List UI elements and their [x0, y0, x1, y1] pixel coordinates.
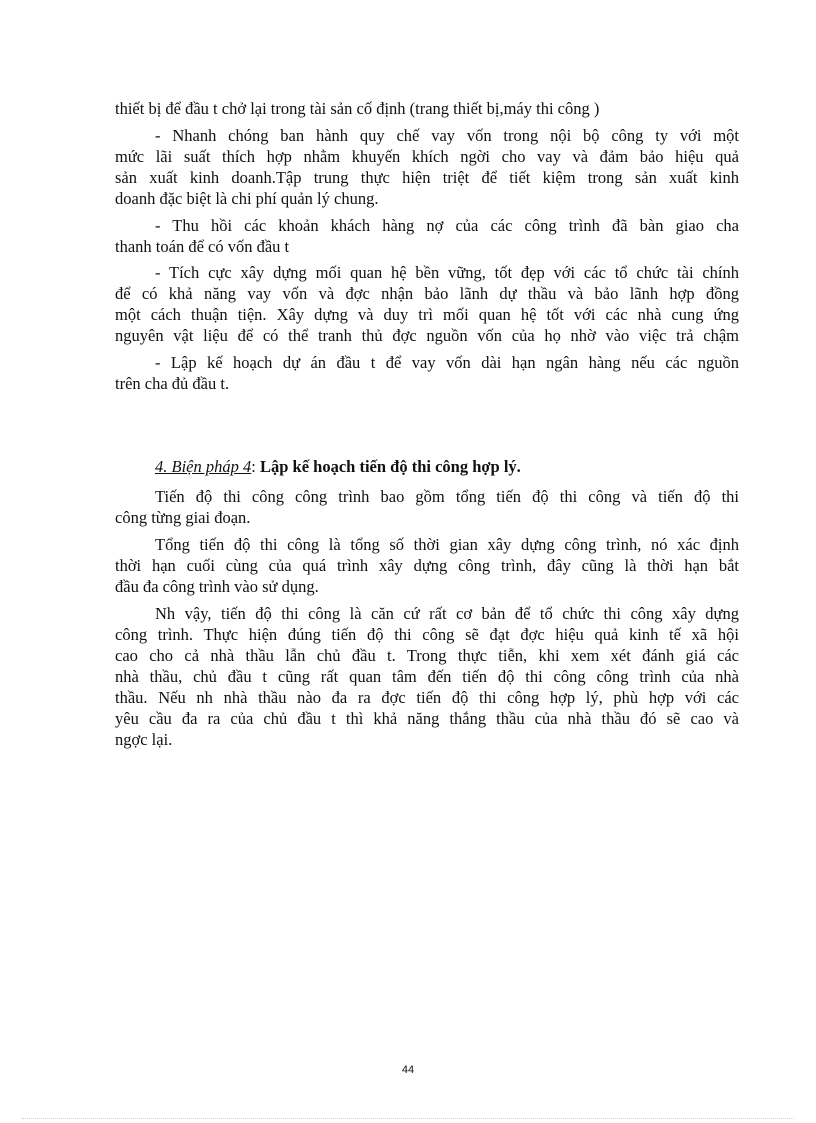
page-bottom-rule — [22, 1118, 794, 1119]
paragraph-line: - Lập kế hoạch dự án đầu t để vay vốn dài hạn ngân hàng nếu các nguồn — [155, 353, 739, 372]
paragraph-line: thời hạn cuối cùng của quá trình xây dựng công trình, đây cũng là thời hạn bắt — [115, 556, 739, 575]
paragraph-line: trên cha đủ đầu t. — [115, 374, 230, 393]
paragraph-line: Tiến độ thi công công trình bao gồm tổng tiến độ thi công và tiến độ thi — [155, 487, 739, 506]
paragraph-line: doanh đặc biệt là chi phí quản lý chung. — [115, 189, 379, 208]
heading-label: 4. Biện pháp 4 — [155, 457, 252, 476]
paragraph-line: thiết bị để đầu t chở lại trong tài sản cố định (trang thiết bị,máy thi công ) — [115, 99, 600, 118]
heading-separator: : — [251, 457, 260, 476]
paragraph-line: đầu đa công trình vào sử dụng. — [115, 577, 319, 596]
paragraph-line: - Thu hồi các khoản khách hàng nợ của các công trình đã bàn giao cha — [155, 216, 739, 235]
paragraph-line: một cách thuận tiện. Xây dựng và duy trì mối quan hệ tốt với các nhà cung ứng — [115, 305, 739, 324]
paragraph-line: công trình. Thực hiện đúng tiến độ thi công sẽ đạt đợc hiệu quả kinh tế xã hội — [115, 625, 739, 644]
paragraph-line: thanh toán để có vốn đầu t — [115, 237, 290, 256]
section-heading — [155, 456, 739, 478]
heading-title: Lập kế hoạch tiến độ thi công hợp lý. — [259, 457, 521, 476]
paragraph-line: để có khả năng vay vốn và đợc nhận bảo lãnh dự thầu và bảo lãnh hợp đồng — [115, 284, 739, 303]
paragraph-line: cao cho cả nhà thầu lẫn chủ đầu t. Trong thực tiễn, khi xem xét đánh giá các — [115, 646, 739, 665]
paragraph-line: nguyên vật liệu để có thể tranh thủ đợc nguồn vốn của họ nhờ vào việc trả chậm — [115, 326, 739, 345]
paragraph — [115, 352, 739, 394]
paragraph — [115, 486, 739, 528]
paragraph — [115, 603, 739, 750]
paragraph-line: nhà thầu, chủ đầu t cũng rất quan tâm đến tiến độ thi công công trình của nhà — [115, 667, 739, 686]
paragraph-line: - Nhanh chóng ban hành quy chế vay vốn trong nội bộ công ty với một — [155, 126, 739, 145]
paragraph — [115, 534, 739, 597]
paragraph-line: Nh vậy, tiến độ thi công là căn cứ rất cơ bản để tổ chức thi công xây dựng — [155, 604, 739, 623]
paragraph — [115, 215, 739, 257]
paragraph — [115, 262, 739, 346]
paragraph-line: ngợc lại. — [115, 730, 173, 749]
page-number: 44 — [401, 1064, 415, 1076]
paragraph-line: Tổng tiến độ thi công là tổng số thời gian xây dựng công trình, nó xác định — [155, 535, 739, 554]
paragraph-line: yêu cầu đa ra của chủ đầu t thì khả năng thắng thầu của nhà thầu đó sẽ cao và — [115, 709, 739, 728]
paragraph-line: công từng giai đoạn. — [115, 508, 251, 527]
paragraph-line: thầu. Nếu nh nhà thầu nào đa ra đợc tiến độ thi công hợp lý, phù hợp với các — [115, 688, 739, 707]
paragraph-line: - Tích cực xây dựng mối quan hệ bền vững, tốt đẹp với các tổ chức tài chính — [155, 263, 739, 282]
paragraph — [115, 125, 739, 209]
paragraph-line: sản xuất kinh doanh.Tập trung thực hiện triệt để tiết kiệm trong sản xuất kinh — [115, 168, 739, 187]
paragraph — [115, 98, 739, 119]
paragraph-line: mức lãi suất thích hợp nhằm khuyến khích ngời cho vay và đảm bảo hiệu quả — [115, 147, 739, 166]
